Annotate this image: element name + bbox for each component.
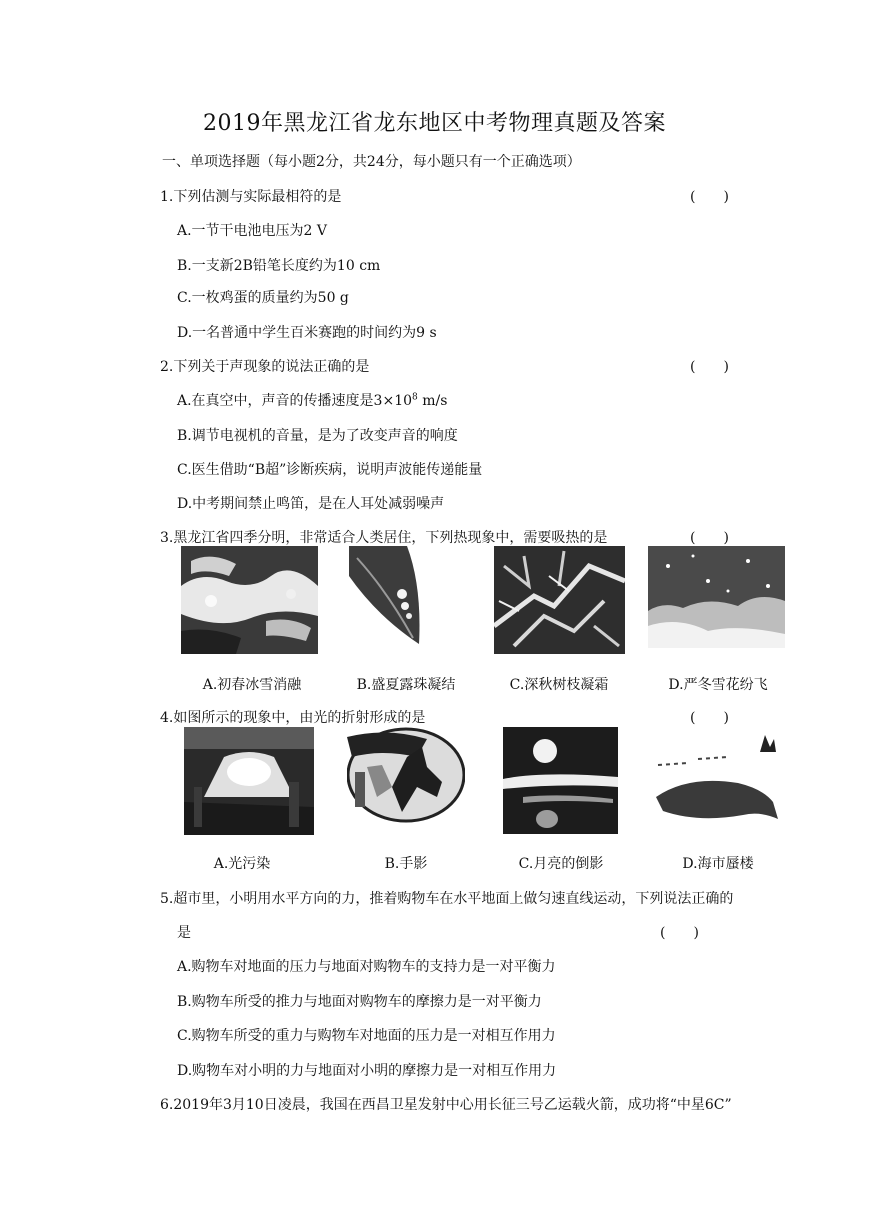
ice-melting-photo [181, 546, 318, 654]
moon-reflection-photo [503, 727, 618, 834]
question-1-option-c: C.一枚鸡蛋的质量约为50 g [177, 290, 349, 306]
question-2-option-c: C.医生借助“B超”诊断疾病，说明声波能传递能量 [177, 462, 483, 478]
question-1-option-b: B.一支新2B铅笔长度约为10 cm [177, 258, 381, 274]
question-1-option-a: A.一节干电池电压为2 V [177, 223, 328, 239]
question-3-stem: 3.黑龙江省四季分明，非常适合人类居住，下列热现象中，需要吸热的是 [160, 530, 608, 546]
question-1-stem: 1.下列估测与实际最相符的是 [160, 189, 342, 205]
snow-falling-photo [648, 546, 785, 648]
question-5-option-d: D.购物车对小明的力与地面对小明的摩擦力是一对相互作用力 [177, 1063, 557, 1079]
option-a-unit: m/s [417, 393, 448, 409]
question-3-caption-b: B.盛夏露珠凝结 [356, 677, 456, 693]
question-6-stem: 6.2019年3月10日凌晨，我国在西昌卫星发射中心用长征三号乙运载火箭，成功将“中星6C” [160, 1097, 732, 1113]
question-3-caption-d: D.严冬雪花纷飞 [668, 677, 768, 693]
question-2-option-d: D.中考期间禁止鸣笛，是在人耳处减弱噪声 [177, 496, 445, 512]
question-3-caption-c: C.深秋树枝凝霜 [509, 677, 609, 693]
question-4-caption-d: D.海市蜃楼 [682, 856, 754, 872]
question-5-option-c: C.购物车所受的重力与购物车对地面的压力是一对相互作用力 [177, 1028, 556, 1044]
question-5-answer-blank: ( ) [660, 925, 699, 941]
question-4-stem: 4.如图所示的现象中，由光的折射形成的是 [160, 710, 426, 726]
question-5-stem: 5.超市里，小明用水平方向的力，推着购物车在水平地面上做匀速直线运动，下列说法正确的 [160, 891, 734, 907]
hand-shadow-photo [347, 727, 465, 823]
question-4-answer-blank: ( ) [690, 710, 729, 726]
section-heading: 一、单项选择题（每小题2分，共24分，每小题只有一个正确选项） [162, 154, 581, 170]
light-pollution-photo [184, 727, 314, 835]
question-1-answer-blank: ( ) [690, 189, 729, 205]
question-2-stem: 2.下列关于声现象的说法正确的是 [160, 359, 370, 375]
frost-branch-photo [494, 546, 625, 654]
mirage-photo [648, 727, 785, 832]
question-4-caption-a: A.光污染 [213, 856, 271, 872]
question-5-option-b: B.购物车所受的推力与地面对购物车的摩擦力是一对平衡力 [177, 994, 542, 1010]
question-2-option-b: B.调节电视机的音量，是为了改变声音的响度 [177, 428, 458, 444]
question-3-answer-blank: ( ) [690, 530, 729, 546]
question-1-option-d: D.一名普通中学生百米赛跑的时间约为9 s [177, 325, 437, 341]
question-5-option-a: A.购物车对地面的压力与地面对购物车的支持力是一对平衡力 [177, 959, 556, 975]
dew-drop-leaf-photo [347, 546, 435, 646]
question-4-caption-b: B.手影 [384, 856, 428, 872]
question-3-caption-a: A.初春冰雪消融 [202, 677, 302, 693]
question-2-answer-blank: ( ) [690, 359, 729, 375]
exponent: 8 [412, 392, 418, 403]
option-a-text: A.在真空中，声音的传播速度是3×10 [177, 393, 413, 409]
question-2-option-a [177, 390, 447, 410]
question-4-caption-c: C.月亮的倒影 [518, 856, 604, 872]
page-title: 2019年黑龙江省龙东地区中考物理真题及答案 [203, 111, 666, 136]
question-5-stem-continued: 是 [177, 925, 191, 941]
